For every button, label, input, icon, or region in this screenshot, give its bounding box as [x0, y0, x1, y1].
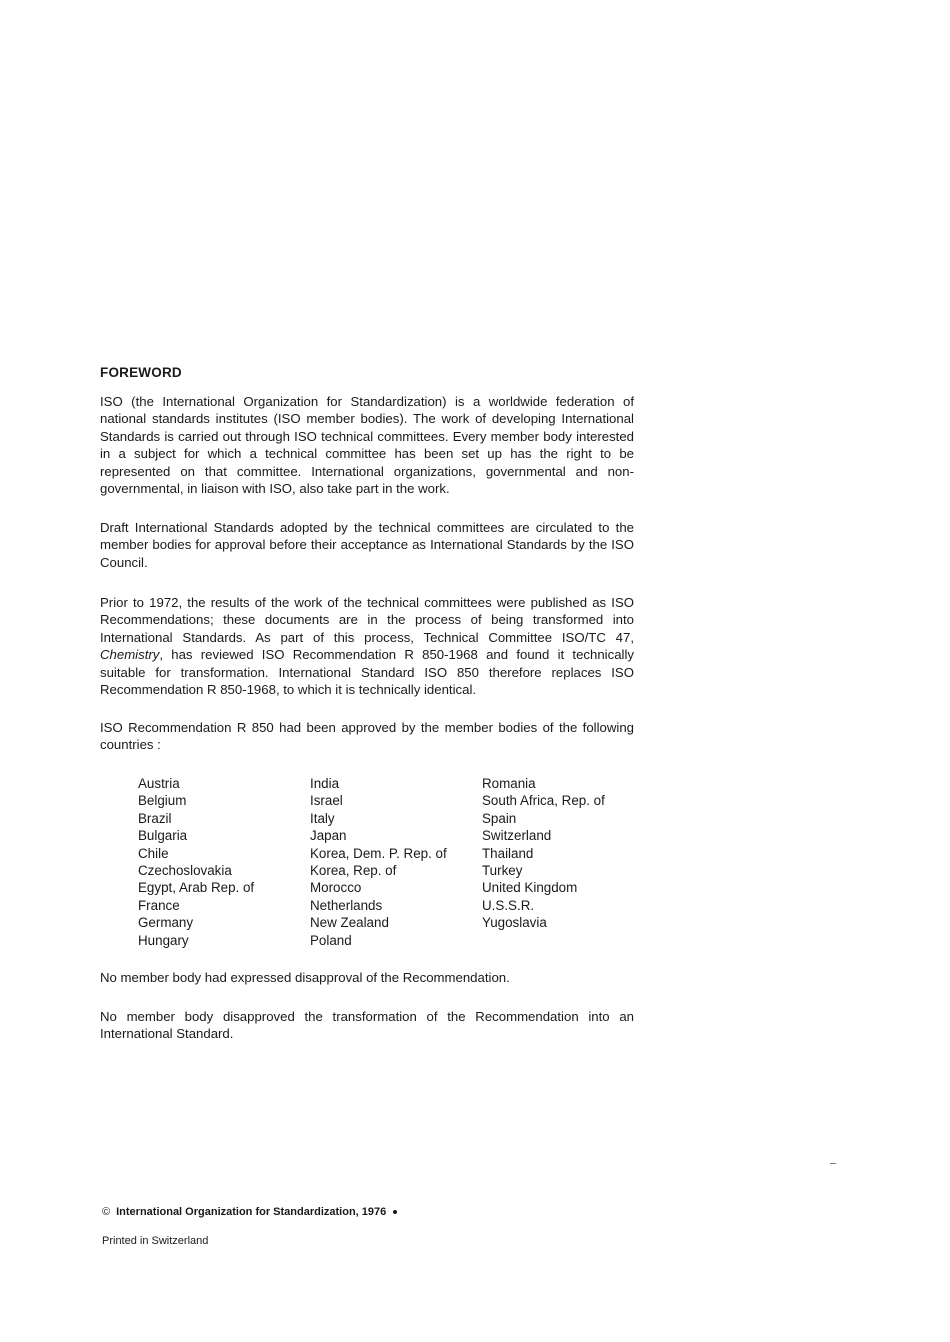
country-item: Egypt, Arab Rep. of — [138, 880, 255, 896]
foreword-paragraph-approval: ISO Recommendation R 850 had been approved by the member bodies of the following countries : — [100, 720, 634, 753]
country-list-column-1 — [138, 775, 254, 949]
copyright-notice — [102, 1206, 397, 1218]
country-item: Korea, Dem. P. Rep. of — [310, 845, 447, 861]
country-list-column-3 — [482, 775, 605, 932]
country-item: New Zealand — [310, 915, 389, 931]
country-item: Germany — [138, 915, 194, 931]
foreword-paragraph-no-disapproval: No member body had expressed disapproval of the Recommendation. — [100, 970, 510, 985]
country-item: Bulgaria — [138, 828, 188, 844]
country-item: Japan — [310, 828, 347, 844]
country-list-column-2 — [310, 775, 447, 949]
scan-speck — [830, 1163, 836, 1164]
country-item: Yugoslavia — [482, 915, 547, 931]
foreword-paragraph-no-disapproval-transformation: No member body disapproved the transformation of the Recommendation into an International Standard. — [100, 1009, 634, 1042]
country-item: Hungary — [138, 932, 189, 948]
foreword-paragraph-draft-standards: Draft International Standards adopted by the technical committees are circulated to the member bodies for approval before their acceptance as International Standards by the ISO Council. — [100, 520, 634, 570]
country-item: India — [310, 776, 340, 791]
country-item: Italy — [310, 810, 335, 826]
paragraph-text-part: Prior to 1972, the results of the work of the technical committees were published as ISO Recommendations; these documents are in the process of being transformed into International Standards. As part of this process, Technical Committee ISO/TC 47, — [100, 595, 634, 645]
foreword-heading: FOREWORD — [100, 365, 182, 380]
foreword-paragraph-transformation — [100, 594, 634, 698]
country-item: Netherlands — [310, 897, 383, 913]
country-item: Spain — [482, 810, 517, 826]
country-item: United Kingdom — [482, 880, 578, 896]
country-item: Morocco — [310, 880, 362, 896]
bullet-dot-icon — [393, 1210, 397, 1214]
foreword-paragraph-iso-intro: ISO (the International Organization for Standardization) is a worldwide federation of national standards institutes (ISO member bodies). The work of developing International Standards is carried out through ISO technical committees. Every member body interested in a subject for which a technical committee has been set up has the right to be represented on that committee. International organizations, governmental and non-governmental, in liaison with ISO, also take part in the work. — [100, 394, 634, 497]
country-item: U.S.S.R. — [482, 897, 535, 913]
country-item: Poland — [310, 932, 352, 948]
copyright-symbol: © — [102, 1206, 111, 1218]
committee-name-italic: Chemistry — [100, 647, 160, 663]
country-item: Switzerland — [482, 828, 552, 844]
country-item: Chile — [138, 845, 169, 861]
country-item: Austria — [138, 776, 180, 791]
country-item: Turkey — [482, 863, 523, 879]
country-item: Thailand — [482, 845, 534, 861]
country-item: Israel — [310, 793, 343, 809]
country-item: Czechoslovakia — [138, 863, 232, 879]
country-item: Brazil — [138, 810, 172, 826]
country-item: Romania — [482, 776, 536, 791]
country-item: South Africa, Rep. of — [482, 793, 605, 809]
printed-in-notice: Printed in Switzerland — [102, 1235, 209, 1247]
country-item: France — [138, 897, 180, 913]
paragraph-text-part: , has reviewed ISO Recommendation R 850-1968 and found it technically suitable for transformation. International Standard ISO 850 therefore replaces ISO Recommendation R 850-1968, to which it is technically identical. — [100, 647, 634, 698]
country-item: Belgium — [138, 793, 187, 809]
copyright-text: International Organization for Standardization, 1976 — [116, 1206, 387, 1218]
country-item: Korea, Rep. of — [310, 863, 397, 879]
